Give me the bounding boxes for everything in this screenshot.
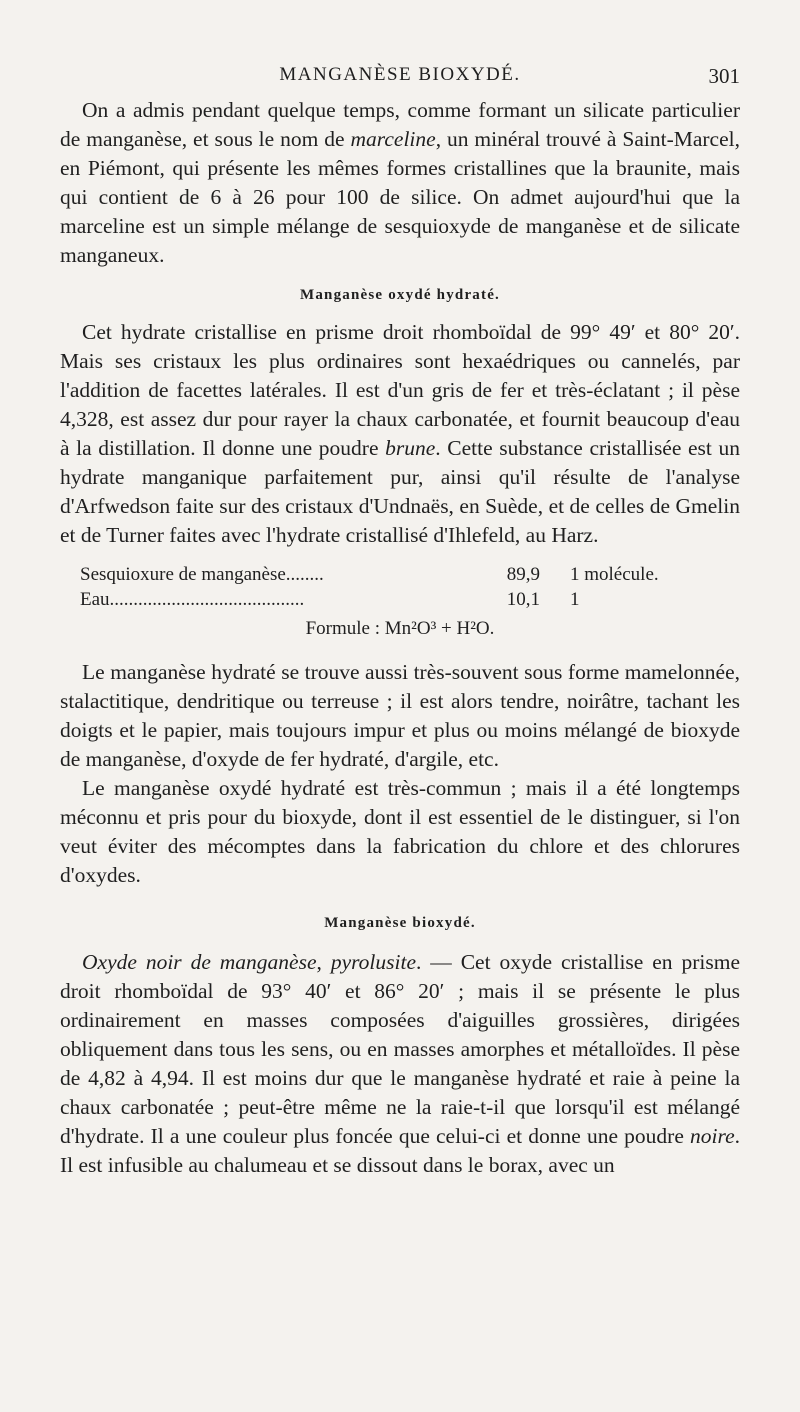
italic-term: brune xyxy=(385,436,436,460)
italic-term: noire xyxy=(690,1124,735,1148)
composition-row xyxy=(80,562,740,587)
component-value: 10,1 xyxy=(506,589,540,610)
text-run: . Cette substance cristallisée est un hydrate manganique parfaitement pur, ainsi qu'il résulte de l'analyse d'Arfwedson faite sur des cristaux d'Undnaës, en Suède, et de celles de Gmelin et de Turner faites avec l'hydrate cristallisé d'Ihlefeld, au Harz. xyxy=(60,436,741,547)
composition-row xyxy=(80,587,740,612)
component-molecules: 1 molécule. xyxy=(570,564,659,585)
paragraph-pyrolusite xyxy=(60,948,740,1180)
component-value: 89,9 xyxy=(506,564,540,585)
component-molecules: 1 xyxy=(570,589,580,610)
text-run: On a admis pendant quelque temps, comme formant un silicate particulier de manganèse, et sous le nom de xyxy=(60,98,740,151)
page-number: 301 xyxy=(708,64,740,88)
italic-term: marceline xyxy=(350,127,436,151)
text-run: , xyxy=(316,950,331,974)
paragraph-hydrate-common: Le manganèse oxydé hydraté est très-commun ; mais il a été longtemps méconnu et pris pour du bioxyde, dont il est essentiel de le distinguer, si l'on veut éviter des mécomptes dans la fabrication du chlore et des chlorures d'oxydes. xyxy=(60,776,740,887)
component-name: Eau......................................... xyxy=(80,589,305,610)
running-head xyxy=(60,62,740,92)
page-title: MANGANÈSE BIOXYDÉ. xyxy=(279,64,521,85)
composition-table xyxy=(60,562,740,612)
section-heading-hydrate: Manganèse oxydé hydraté. xyxy=(299,287,501,303)
paragraph-marceline xyxy=(60,96,740,270)
paragraph-hydrate-forms: Le manganèse hydraté se trouve aussi très-souvent sous forme mamelonnée, stalactitique, dendritique ou terreuse ; il est alors tendre, noirâtre, tachant les doigts et le papier, mais toujours impur et plus ou moins mélangé de bioxyde de manganèse, d'oxyde de fer hydraté, d'argile, etc. xyxy=(60,660,740,771)
component-name: Sesquioxure de manganèse........ xyxy=(80,564,324,585)
paragraph-hydrate-crystals xyxy=(60,318,740,550)
text-run: , un minéral trouvé à Saint-Marcel, en Piémont, qui présente les mêmes formes cristallines que la braunite, mais qui contient de 6 à 26 pour 100 de silice. On admet aujourd'hui que la marceline est un simple mélange de sesquioxyde de manganèse et de silicate manganeux. xyxy=(60,127,740,267)
italic-term: Oxyde noir de manganèse xyxy=(82,950,317,974)
italic-term: pyrolusite xyxy=(330,950,417,974)
text-run: . — Cet oxyde cristallise en prisme droit rhomboïdal de 93° 40′ et 86° 20′ ; mais il se présente le plus ordinairement en masses composées d'aiguilles grossières, dirigées obliquement dans tous les sens, ou en masses amorphes et métalloïdes. Il pèse de 4,82 à 4,94. Il est moins dur que le manganèse hydraté et raie à peine la chaux carbonatée ; peut-être même ne la raie-t-il que lorsqu'il est mélangé d'hydrate. Il a une couleur plus foncée que celui-ci et donne une poudre xyxy=(60,950,740,1148)
section-heading-bioxide: Manganèse bioxydé. xyxy=(324,915,476,931)
text-run: Cet hydrate cristallise en prisme droit rhomboïdal de 99° 49′ et 80° 20′. Mais ses cristaux les plus ordinaires sont hexaédriques ou cannelés, par l'addition de facettes latérales. Il est d'un gris de fer et très-éclatant ; il pèse 4,328, est assez dur pour rayer la chaux carbonatée, et fournit beaucoup d'eau à la distillation. Il donne une poudre xyxy=(60,320,740,460)
text-run: . Il est infusible au chalumeau et se dissout dans le borax, avec un xyxy=(60,1124,740,1177)
chemical-formula: Formule : Mn²O³ + H²O. xyxy=(305,618,495,639)
